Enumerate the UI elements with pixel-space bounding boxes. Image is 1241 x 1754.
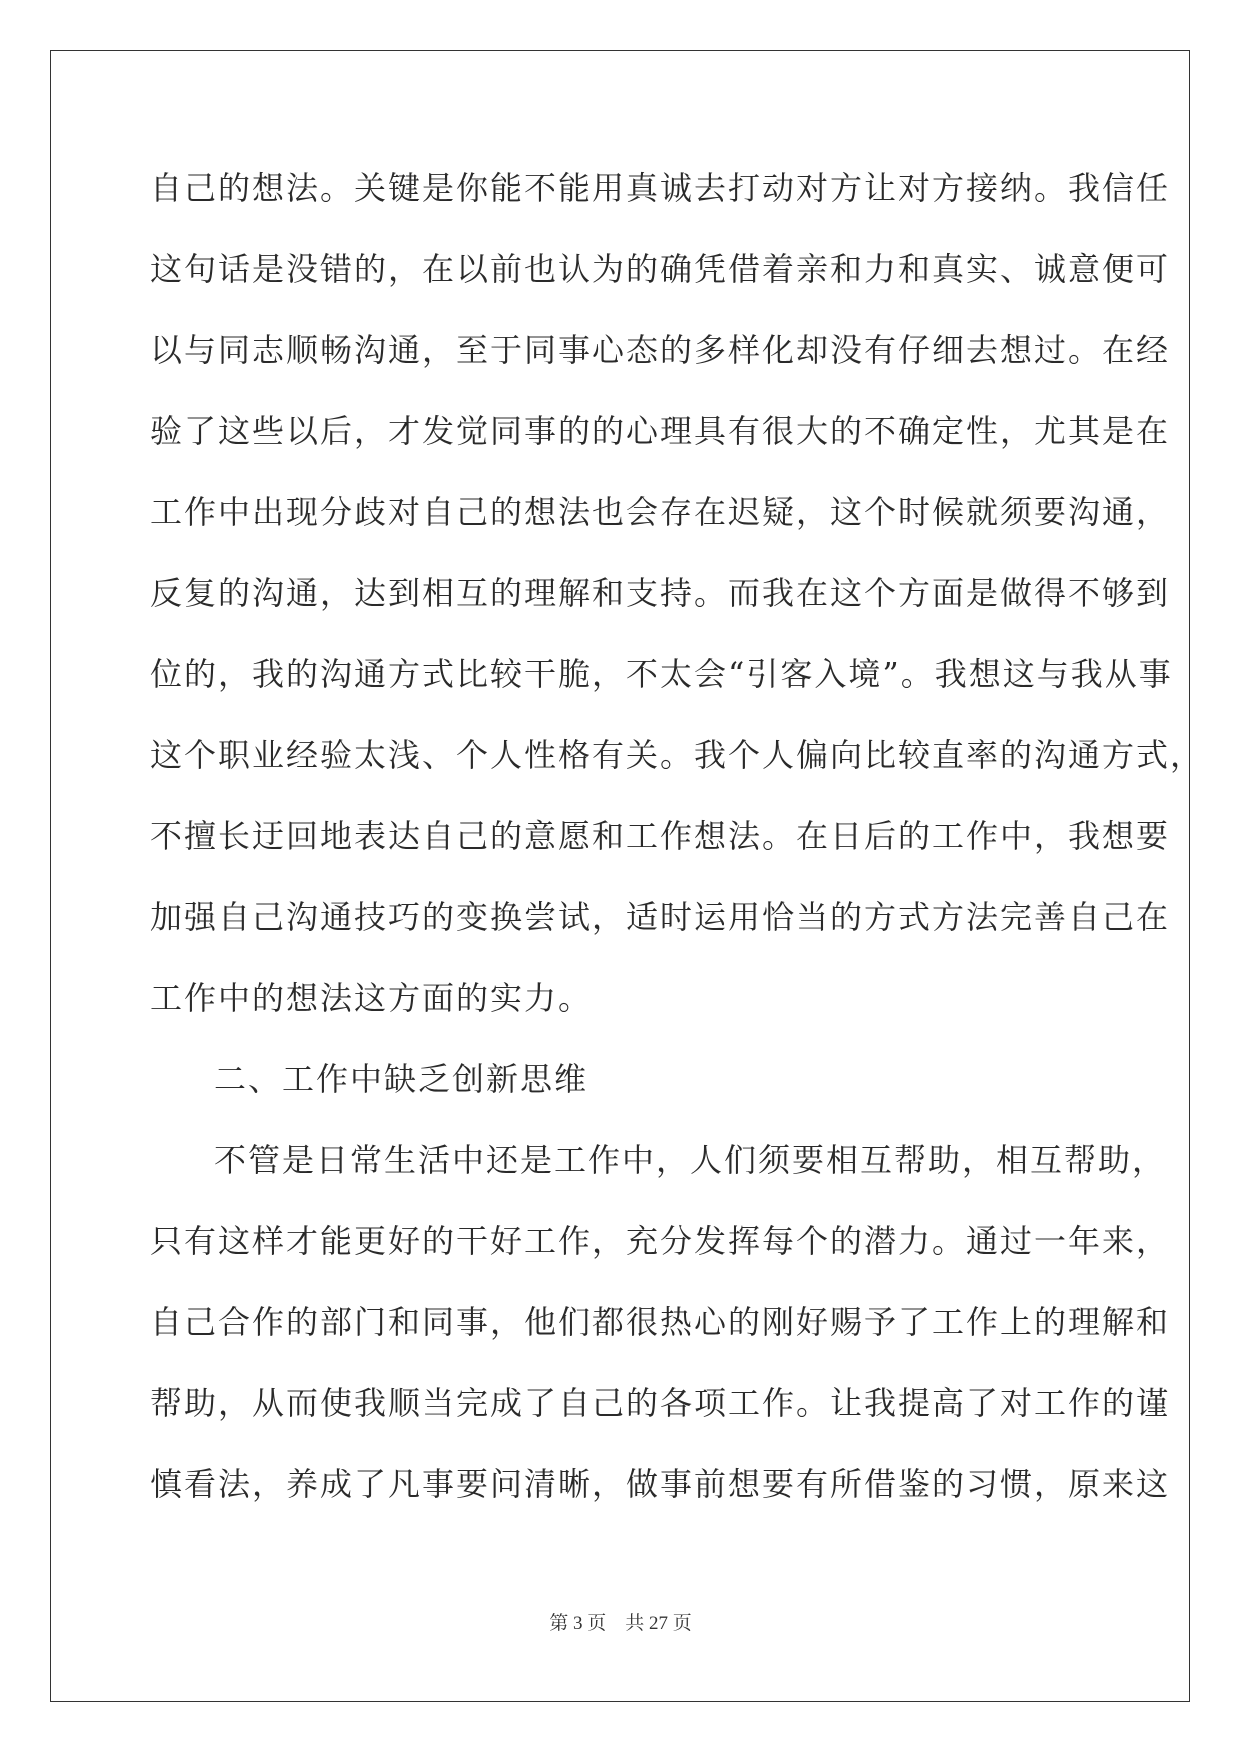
page-number-footer: 第 3 页 共 27 页 <box>549 1613 692 1634</box>
paragraph-first-line: 不管是日常生活中还是工作中，人们须要相互帮助，相互帮助， <box>214 1141 1167 1179</box>
text-line: 自己合作的部门和同事，他们都很热心的刚好赐予了工作上的理解和 <box>150 1303 1171 1341</box>
text-line: 反复的沟通，达到相互的理解和支持。而我在这个方面是做得不够到 <box>150 574 1171 612</box>
text-line: 自己的想法。关键是你能不能用真诚去打动对方让对方接纳。我信任 <box>150 169 1171 207</box>
text-line: 验了这些以后，才发觉同事的的心理具有很大的不确定性，尤其是在 <box>150 412 1171 450</box>
text-line: 加强自己沟通技巧的变换尝试，适时运用恰当的方式方法完善自己在 <box>150 898 1171 936</box>
text-line: 不擅长迂回地表达自己的意愿和工作想法。在日后的工作中，我想要 <box>150 817 1171 855</box>
text-line: 这个职业经验太浅、个人性格有关。我个人偏向比较直率的沟通方式， <box>150 736 1205 774</box>
text-line: 工作中出现分歧对自己的想法也会存在迟疑，这个时候就须要沟通， <box>150 493 1171 531</box>
text-line: 这句话是没错的，在以前也认为的确凭借着亲和力和真实、诚意便可 <box>150 250 1171 288</box>
text-line: 慎看法，养成了凡事要问清晰，做事前想要有所借鉴的习惯，原来这 <box>150 1465 1171 1503</box>
text-line: 位的，我的沟通方式比较干脆，不太会“引客入境”。我想这与我从事 <box>150 655 1173 693</box>
text-line: 只有这样才能更好的干好工作，充分发挥每个的潜力。通过一年来， <box>150 1222 1171 1260</box>
text-line: 帮助，从而使我顺当完成了自己的各项工作。让我提高了对工作的谨 <box>150 1384 1171 1422</box>
document-body <box>150 148 1205 1525</box>
text-line: 以与同志顺畅沟通，至于同事心态的多样化却没有仔细去想过。在经 <box>150 331 1171 369</box>
section-heading: 二、工作中缺乏创新思维 <box>214 1060 589 1098</box>
text-line: 工作中的想法这方面的实力。 <box>150 979 593 1017</box>
